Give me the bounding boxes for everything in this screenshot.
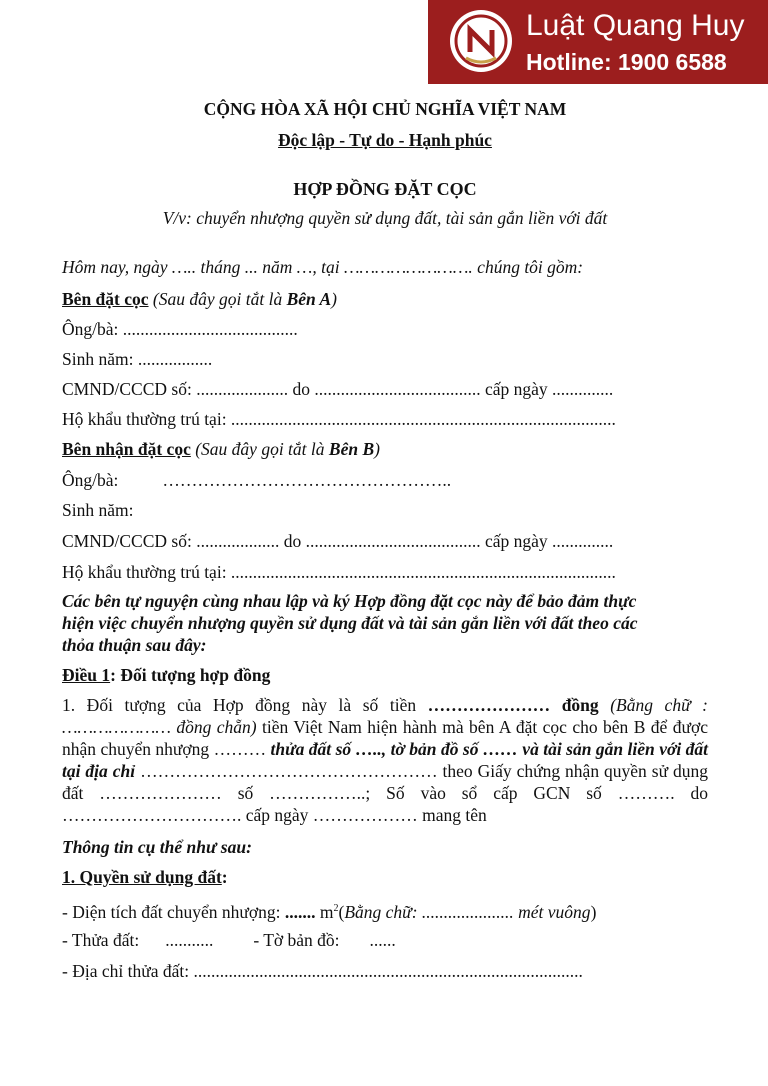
brand-banner: [428, 0, 768, 84]
p1-text-1: 1. Đối tượng của Hợp đồng này là số tiền: [62, 695, 428, 715]
area-unit-exponent: 2: [333, 903, 339, 914]
article-1-title: : Đối tượng hợp đồng: [110, 665, 271, 685]
agreement-intro-line-2: hiện việc chuyển nhượng quyền sử dụng đất và tài sản gắn liền với đất theo các: [62, 613, 638, 633]
party-a-id-line: CMND/CCCD số: ..................... do ...................................... cấp ngày ..............: [62, 379, 614, 399]
motto-heading: Độc lập - Tự do - Hạnh phúc: [278, 130, 492, 150]
law-firm-logo-icon: [448, 8, 514, 74]
intro-line: Hôm nay, ngày ….. tháng ... năm …, tại ……………………. chúng tôi gồm:: [62, 257, 584, 277]
party-b-id-line: CMND/CCCD số: ................... do ........................................ cấp ngày ..............: [62, 531, 614, 551]
party-b-name-line: [62, 469, 451, 491]
p1-plot-info: thửa đất số ….., tờ bản đồ số …… và tài sản gắn liền với đất tại địa chỉ: [62, 739, 709, 781]
agreement-intro-line-3: thỏa thuận sau đây:: [62, 635, 207, 655]
party-a-name-line: Ông/bà: ........................................: [62, 319, 298, 339]
section-1-colon: :: [221, 867, 228, 887]
party-b-note-party: Bên B: [328, 439, 375, 459]
party-a-heading: [62, 288, 337, 310]
p1-in-words-label: (Bằng chữ :: [598, 695, 708, 715]
hotline-text: Hotline: 1900 6588: [526, 49, 727, 75]
party-b-birth-line: Sinh năm:: [62, 500, 134, 520]
area-label: - Diện tích đất chuyển nhượng:: [62, 901, 285, 922]
party-a-note-prefix: (Sau đây gọi tắt là: [148, 289, 287, 309]
document-subtitle: V/v: chuyển nhượng quyền sử dụng đất, tài sản gắn liền với đất: [162, 208, 608, 228]
p1-in-words-value: ………………… đồng chẵn): [62, 717, 257, 737]
article-1-paragraph-1: [62, 694, 708, 826]
map-dots: ......: [369, 930, 396, 950]
agreement-intro-line-1: Các bên tự nguyện cùng nhau lập và ký Hợp đồng đặt cọc này để bảo đảm thực: [62, 591, 637, 611]
party-b-name-dots: …………………………………………..: [162, 470, 452, 490]
area-unit: m: [315, 901, 334, 922]
area-dots: .......: [284, 901, 316, 922]
party-b-label: Bên nhận đặt cọc: [62, 439, 191, 459]
plot-map-line: [62, 929, 396, 951]
area-in-words: Bằng chữ: ..................... mét vuông: [344, 901, 591, 922]
land-area-line: [62, 898, 596, 923]
document-title: HỢP ĐỒNG ĐẶT CỌC: [293, 179, 477, 199]
party-b-note-suffix: ): [374, 439, 380, 459]
party-b-heading: [62, 438, 380, 460]
nation-heading: CỘNG HÒA XÃ HỘI CHỦ NGHĨA VIỆT NAM: [203, 99, 567, 119]
area-paren-close: ): [590, 901, 597, 922]
plot-label: - Thửa đất:: [62, 930, 140, 950]
article-1-label: Điều 1: [62, 665, 111, 685]
p1-text-3: …………………………………………… theo Giấy chứng nhận quyền sử dụng đất ………………… số ……………..; Số vào sổ cấp GCN số ………. do …………………………. cấp ngày ……………… mang tên: [62, 761, 709, 825]
party-b-note-prefix: (Sau đây gọi tắt là: [190, 439, 329, 459]
plot-address-line: - Địa chỉ thửa đất: .........................................................................................: [62, 961, 583, 981]
party-a-note-suffix: ): [331, 289, 337, 309]
area-paren-open: (: [338, 901, 345, 922]
party-b-name-label: Ông/bà:: [62, 470, 119, 490]
party-b-address-line: Hộ khẩu thường trú tại: ........................................................................................: [62, 562, 616, 582]
details-heading: Thông tin cụ thể như sau:: [62, 837, 252, 857]
article-1-heading: [62, 664, 270, 686]
brand-name: Luật Quang Huy: [526, 9, 745, 42]
section-1-title: 1. Quyền sử dụng đất: [62, 867, 222, 887]
party-a-note-party: Bên A: [286, 289, 332, 309]
section-1-heading: [62, 866, 228, 888]
map-label: - Tờ bản đồ:: [253, 930, 340, 950]
plot-dots: ...........: [165, 930, 214, 950]
party-a-address-line: Hộ khẩu thường trú tại: ........................................................................................: [62, 409, 616, 429]
p1-text-2: tiền Việt Nam hiện hành mà bên A đặt cọc cho bên B để được nhận chuyển nhượng ………: [62, 717, 708, 759]
party-a-birth-line: Sinh năm: .................: [62, 349, 213, 369]
p1-amount: ………………… đồng: [427, 695, 599, 715]
party-a-label: Bên đặt cọc: [62, 289, 149, 309]
